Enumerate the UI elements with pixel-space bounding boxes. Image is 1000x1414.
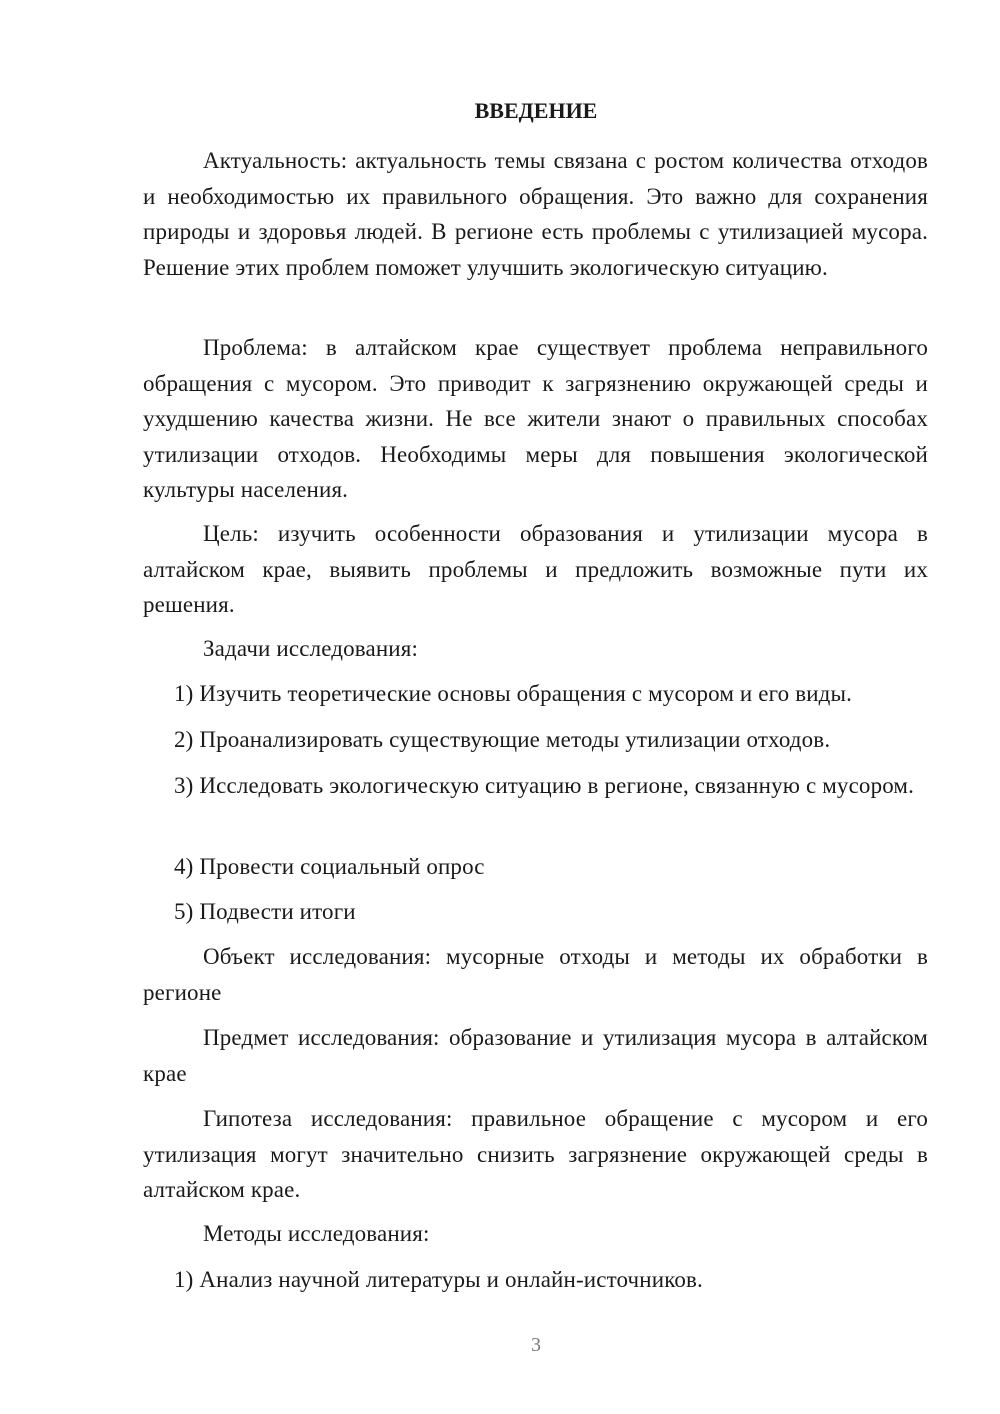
page-number: 3 — [531, 1334, 541, 1356]
paragraph-problem: Проблема: в алтайском крае существует проблема неправильного обращения с мусором. Это приводит к загрязнению окружающей среды и ухудшению качества жизни. Не все жители знают о правильных способах утилизации отходов. Необходимы меры для повышения экологической культуры населения. — [143, 335, 928, 502]
paragraph-hypothesis: Гипотеза исследования: правильное обращение с мусором и его утилизация могут значительно снизить загрязнение окружающей среды в алтайском крае. — [143, 1106, 928, 1202]
method-item: 1) Анализ научной литературы и онлайн-источников. — [174, 1267, 703, 1292]
methods-heading: Методы исследования: — [203, 1221, 430, 1246]
paragraph-object: Объект исследования: мусорные отходы и методы их обработки в регионе — [143, 944, 928, 1005]
task-item: 5) Подвести итоги — [174, 899, 356, 924]
paragraph-relevance: Актуальность: актуальность темы связана с ростом количества отходов и необходимостью их правильного обращения. Это важно для сохранения природы и здоровья людей. В регионе есть проблемы с утилизацией мусора. Решение этих проблем поможет улучшить экологическую ситуацию. — [143, 148, 928, 280]
task-item: 4) Провести социальный опрос — [174, 854, 485, 879]
tasks-heading: Задачи исследования: — [203, 636, 419, 661]
paragraph-subject: Предмет исследования: образование и утилизация мусора в алтайском крае — [143, 1025, 928, 1086]
task-item: 3) Исследовать экологическую ситуацию в регионе, связанную с мусором. — [174, 773, 915, 798]
page-title: ВВЕДЕНИЕ — [474, 98, 598, 123]
paragraph-goal: Цель: изучить особенности образования и утилизации мусора в алтайском крае, выявить проблемы и предложить возможные пути их решения. — [143, 521, 928, 617]
task-item: 1) Изучить теоретические основы обращения с мусором и его виды. — [174, 681, 853, 706]
task-item: 2) Проанализировать существующие методы утилизации отходов. — [174, 727, 831, 752]
